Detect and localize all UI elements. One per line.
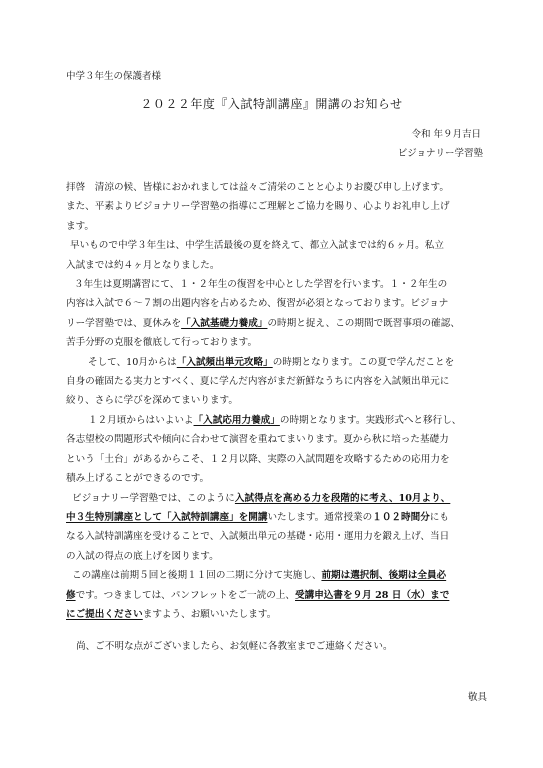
p2-text: の時期と捉え、この期間で既習事項の確認、 bbox=[267, 317, 460, 329]
emphasis-applied-skills: 「入試応用力養成」 bbox=[193, 414, 280, 426]
letter-body bbox=[66, 178, 486, 657]
page-title: ２０２２年度『入試特訓講座』開講のお知らせ bbox=[140, 97, 403, 111]
p4-line-1 bbox=[66, 411, 486, 430]
closing-word: 敬具 bbox=[467, 692, 487, 703]
emphasis-special-course: 中３生特別講座として「入試特訓講座」を開講 bbox=[66, 511, 268, 523]
emphasis-frequent-units: 「入試頻出単元攻略」 bbox=[176, 356, 273, 368]
greeting-line-2: また、平素よりビジョナリー学習塾の指導にご理解とご協力を賜り、心よりお礼申し上げ bbox=[66, 201, 450, 213]
p3-text: の時期となります。この夏で学んだことを bbox=[272, 356, 455, 368]
p4-line-3: という「土台」があるからこそ、１２月以降、実際の入試問題を攻略するための応用力を bbox=[66, 453, 450, 465]
p3-line-2: 自身の確固たる実力とすべく、夏に学んだ内容がまだ新鮮なうちに内容を入試頻出単元に bbox=[66, 376, 450, 388]
p6-text: です。つきましては、パンフレットをご一読の上、 bbox=[75, 589, 296, 601]
emphasis-selection: 前期は選択制、後期は全員必 bbox=[321, 570, 447, 582]
p3-text: そして、10月からは bbox=[88, 356, 177, 368]
p5-line-1 bbox=[66, 489, 486, 508]
p4-text: の時期となります。実践形式へと移行し、 bbox=[279, 414, 462, 426]
p6-text: ますよう、お願いいたします。 bbox=[142, 608, 277, 620]
recipient-line: 中学３年生の保護者様 bbox=[66, 71, 162, 82]
emphasis-basic-skills: 「入試基礎力養成」 bbox=[181, 317, 268, 329]
emphasis-submit: にご提出ください bbox=[66, 608, 143, 620]
p6-line-2 bbox=[66, 586, 486, 605]
p4-text: １２月頃からはいよいよ bbox=[88, 414, 194, 426]
p2-line-4: 苦手分野の克服を徹底して行っております。 bbox=[66, 337, 258, 349]
organization-name: ビジョナリー学習塾 bbox=[397, 148, 483, 159]
p4-line-2: 各志望校の問題形式や傾向に合わせて演習を重ねてまいります。夏から秋に培った基礎力 bbox=[66, 434, 449, 446]
p2-text: リー学習塾では、夏休みを bbox=[66, 317, 182, 329]
greeting-line-3: ます。 bbox=[66, 220, 95, 232]
emphasis-stepwise: 入試得点を高める力を段階的に考え、10月より、 bbox=[234, 492, 451, 504]
p3-line-3: 絞り、さらに学びを深めてまいります。 bbox=[66, 395, 238, 407]
p5-text: にも bbox=[429, 511, 449, 523]
p6-text: この講座は前期５回と後期１１回の二期に分けて実施し、 bbox=[72, 570, 322, 582]
p5-line-2 bbox=[66, 508, 486, 527]
issue-date: 令和 年９月吉日 bbox=[411, 129, 481, 140]
p4-line-4: 積み上げることができるのです。 bbox=[66, 473, 210, 485]
p1-line-1: 早いもので中学３年生は、中学生活最後の夏を終えて、都立入試までは約６ヶ月。私立 bbox=[70, 240, 444, 252]
p1-line-2: 入試までは約４ヶ月となりました。 bbox=[66, 259, 220, 271]
greeting-line-1: 拝啓 清涼の候、皆様におかれましては益々ご清栄のことと心よりお慶び申し上げます。 bbox=[66, 182, 449, 193]
p3-line-1 bbox=[66, 353, 486, 372]
p5-text: ビジョナリー学習塾では、このように bbox=[72, 492, 235, 504]
p6-line-1 bbox=[66, 566, 486, 585]
emphasis-hours: １０２時間分 bbox=[372, 511, 430, 523]
emphasis-mandatory: 修 bbox=[66, 589, 76, 601]
p2-line-2: 内容は入試で６～７割の出題内容を占めるため、復習が必須となっております。ビジョナ bbox=[66, 298, 449, 310]
p2-line-1: ３年生は夏期講習にて、１・２年生の復習を中心とした学習を行います。１・２年生の bbox=[74, 279, 448, 291]
emphasis-deadline: 受講申込書を９月 28 日（水）まで bbox=[295, 589, 450, 601]
p6-line-3 bbox=[66, 605, 486, 624]
p5-line-3: なる入試特訓講座を受けることで、入試頻出単元の基礎・応用・運用力を鍛え上げ、当日 bbox=[66, 531, 450, 543]
p5-text: いたします。通常授業の bbox=[267, 511, 373, 523]
p7-line-1: 尚、ご不明な点がございましたら、お気軽に各教室までご連絡ください。 bbox=[76, 641, 393, 653]
p2-line-3 bbox=[66, 314, 486, 333]
p5-line-4: の入試の得点の底上げを図ります。 bbox=[66, 550, 219, 562]
paragraph-gap bbox=[66, 624, 486, 637]
